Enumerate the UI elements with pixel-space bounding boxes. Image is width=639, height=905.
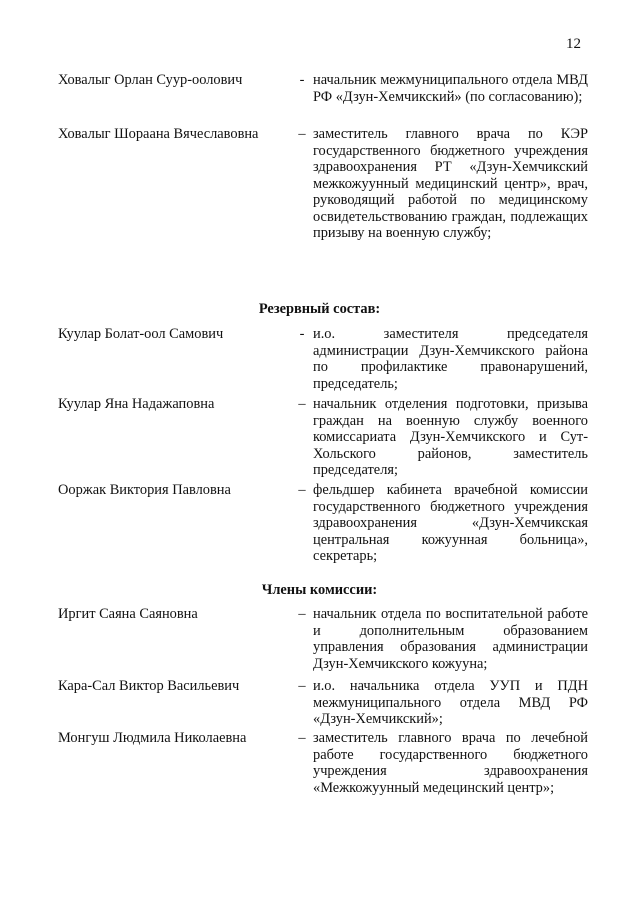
member-name: Иргит Саяна Саяновна [58,606,198,622]
member-name: Ховалыг Шораана Вячеславовна [58,126,259,142]
members-section-heading: Члены комиссии: [261,582,378,598]
member-dash: – [298,606,306,622]
member-dash: – [298,482,306,498]
member-description: заместитель главного врача по лечебной работе государственного бюджетного учреждения здравоохранения «Межкожуунный медецинский центр»; [313,730,588,796]
member-dash: - [299,72,305,88]
member-dash: – [298,126,306,142]
member-description: начальник межмуниципального отдела МВД РФ «Дзун-Хемчикский» (по согласованию); [313,72,588,105]
member-description: фельдшер кабинета врачебной комиссии государственного бюджетного учреждения здравоохранения «Дзун-Хемчикская центральная кожуунная больница», секретарь; [313,482,588,564]
member-name: Куулар Яна Надажаповна [58,396,215,412]
member-dash: – [298,396,306,412]
member-description: заместитель главного врача по КЭР государственного бюджетного учреждения здравоохранения РТ «Дзун-Хемчикский межкожуунный медицинский центр», врач, руководящий работой по медицинскому освидетельствованию граждан, подлежащих призыву на военную службу; [313,126,588,241]
member-description: начальник отдела по воспитательной работе и дополнительным образованием управления образования администрации Дзун-Хемчикского кожууна; [313,606,588,672]
reserve-section-heading: Резервный состав: [258,301,381,317]
member-description: начальник отделения подготовки, призыва граждан на военную службу военного комиссариата Дзун-Хемчикского и Сут-Хольского районов, заместитель председателя; [313,396,588,478]
member-dash: – [298,730,306,746]
member-dash: – [298,678,306,694]
page-number: 12 [566,36,581,52]
member-name: Куулар Болат-оол Самович [58,326,224,342]
member-name: Кара-Сал Виктор Васильевич [58,678,240,694]
member-name: Монгуш Людмила Николаевна [58,730,247,746]
member-description: и.о. начальника отдела УУП и ПДН межмуниципального отдела МВД РФ «Дзун-Хемчикский»; [313,678,588,727]
member-name: Ооржак Виктория Павловна [58,482,231,498]
member-dash: - [299,326,305,342]
member-description: и.о. заместителя председателя администрации Дзун-Хемчикского района по профилактике правонарушений, председатель; [313,326,588,392]
member-name: Ховалыг Орлан Суур-оолович [58,72,243,88]
